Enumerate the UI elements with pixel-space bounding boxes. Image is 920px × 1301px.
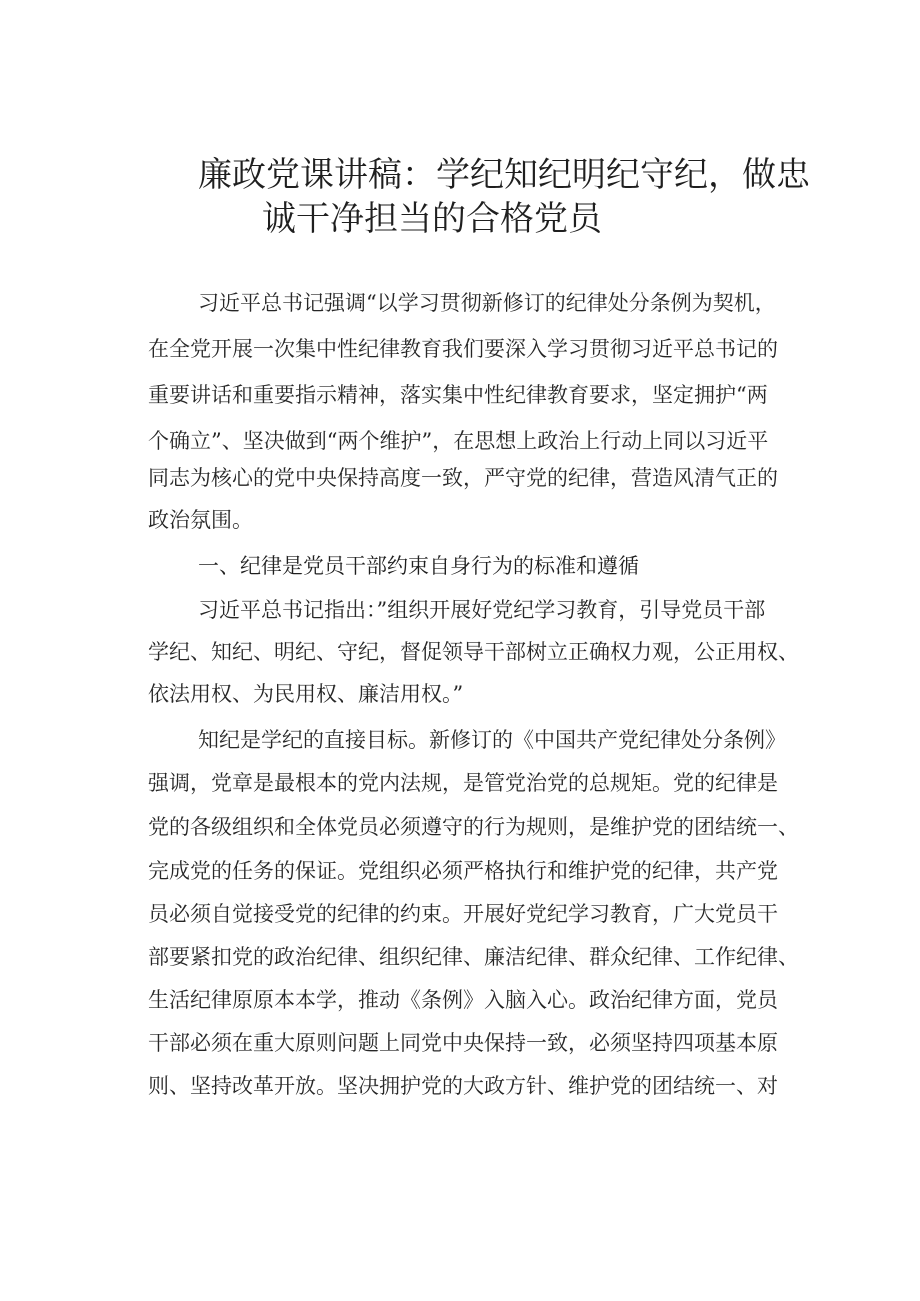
paragraph-3-line: 生活纪律原原本本学，推动《条例》入脑入心。政治纪律方面，党员 [148,988,778,1012]
paragraph-3-line: 强调，党章是最根本的党内法规，是管党治党的总规矩。党的纪律是 [148,771,778,795]
paragraph-1-line: 个确立”、坚决做到“两个维护”，在思想上政治上行动上同以习近平 [148,429,769,453]
paragraph-1-line: 习近平总书记强调“以学习贯彻新修订的纪律处分条例为契机， [198,291,776,315]
paragraph-2-line: 习近平总书记指出：”组织开展好党纪学习教育，引导党员干部 [198,598,766,622]
section-1-heading: 一、纪律是党员干部约束自身行为的标准和遵循 [198,554,639,578]
paragraph-3-line: 员必须自觉接受党的纪律的约束。开展好党纪学习教育，广大党员干 [148,902,778,926]
paragraph-2-line: 依法用权、为民用权、廉洁用权。” [148,682,464,706]
paragraph-1-line: 同志为核心的党中央保持高度一致，严守党的纪律，营造风清气正的 [148,466,778,490]
paragraph-1-line: 政治氛围。 [148,508,253,532]
document-title-line-1: 廉政党课讲稿：学纪知纪明纪守纪，做忠 [198,155,810,195]
paragraph-3-line: 干部必须在重大原则问题上同党中央保持一致，必须坚持四项基本原 [148,1031,778,1055]
document-title-line-2: 诚干净担当的合格党员 [262,199,602,239]
paragraph-3-line: 则、坚持改革开放。坚决拥护党的大政方针、维护党的团结统一、对 [148,1074,778,1098]
paragraph-3-line: 知纪是学纪的直接目标。新修订的《中国共产党纪律处分条例》 [198,728,786,752]
paragraph-1-line: 重要讲话和重要指示精神，落实集中性纪律教育要求，坚定拥护“两 [148,383,768,407]
paragraph-1-line: 在全党开展一次集中性纪律教育我们要深入学习贯彻习近平总书记的 [148,337,778,361]
paragraph-3-line: 部要紧扣党的政治纪律、组织纪律、廉洁纪律、群众纪律、工作纪律、 [148,945,799,969]
paragraph-3-line: 完成党的任务的保证。党组织必须严格执行和维护党的纪律，共产党 [148,859,778,883]
paragraph-2-line: 学纪、知纪、明纪、守纪，督促领导干部树立正确权力观，公正用权、 [148,640,799,664]
paragraph-3-line: 党的各级组织和全体党员必须遵守的行为规则，是维护党的团结统一、 [148,815,799,839]
